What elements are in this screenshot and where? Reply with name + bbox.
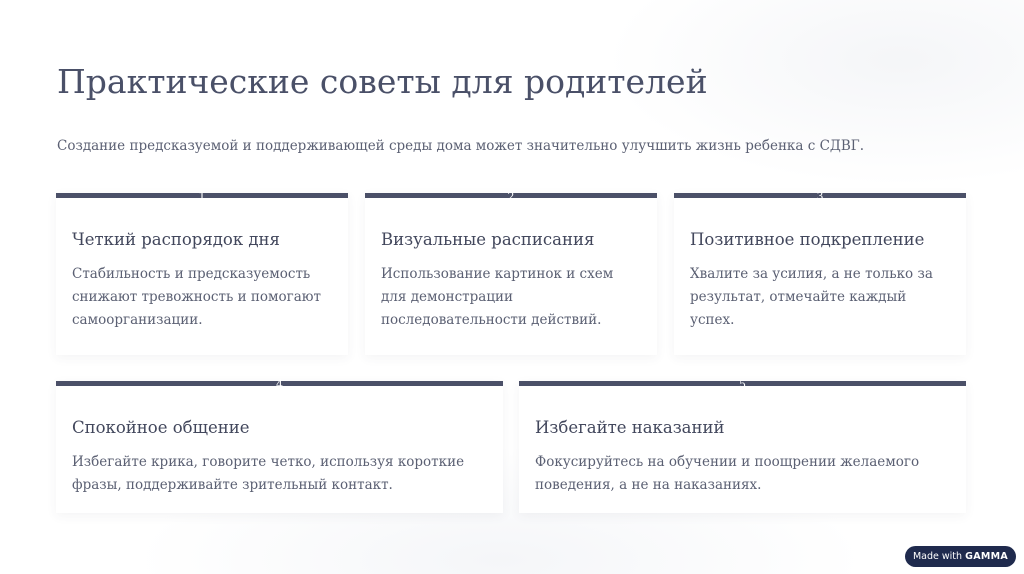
- card-text: Стабильность и предсказуемость снижают тревожность и помогают самоорганизации.: [72, 266, 321, 328]
- badge-prefix: Made with: [912, 551, 963, 562]
- card-text: Использование картинок и схем для демонстрации последовательности действий.: [381, 266, 614, 328]
- card-title: Позитивное подкрепление: [690, 230, 925, 249]
- card-number: 2: [507, 190, 515, 203]
- tip-card-calm-communication: [56, 378, 503, 513]
- tip-card-positive-reinforcement: [674, 190, 966, 355]
- tip-card-avoid-punishment: [519, 378, 966, 513]
- card-text: Хвалите за усилия, а не только за результат, отмечайте каждый успех.: [690, 266, 933, 328]
- tip-card-visual-schedules: [365, 190, 657, 355]
- slide-title: Практические советы для родителей: [57, 62, 708, 101]
- card-text: Фокусируйтесь на обучении и поощрении желаемого поведения, а не на наказаниях.: [535, 454, 920, 493]
- card-title: Визуальные расписания: [381, 230, 595, 249]
- tip-card-routine: [56, 190, 348, 355]
- made-with-gamma-badge[interactable]: [905, 546, 1016, 567]
- gamma-logo-text: GAMMA: [965, 551, 1009, 562]
- card-text: Избегайте крика, говорите четко, используя короткие фразы, поддерживайте зрительный контакт.: [72, 454, 465, 493]
- card-number: 3: [816, 190, 824, 203]
- card-title: Четкий распорядок дня: [72, 230, 280, 249]
- card-title: Избегайте наказаний: [535, 418, 725, 437]
- slide-subtitle: Создание предсказуемой и поддерживающей среды дома может значительно улучшить жизнь ребенка с СДВГ.: [57, 138, 865, 154]
- card-number: 1: [198, 190, 206, 203]
- card-title: Спокойное общение: [72, 418, 250, 437]
- card-number: 5: [739, 378, 746, 391]
- card-number: 4: [276, 378, 283, 391]
